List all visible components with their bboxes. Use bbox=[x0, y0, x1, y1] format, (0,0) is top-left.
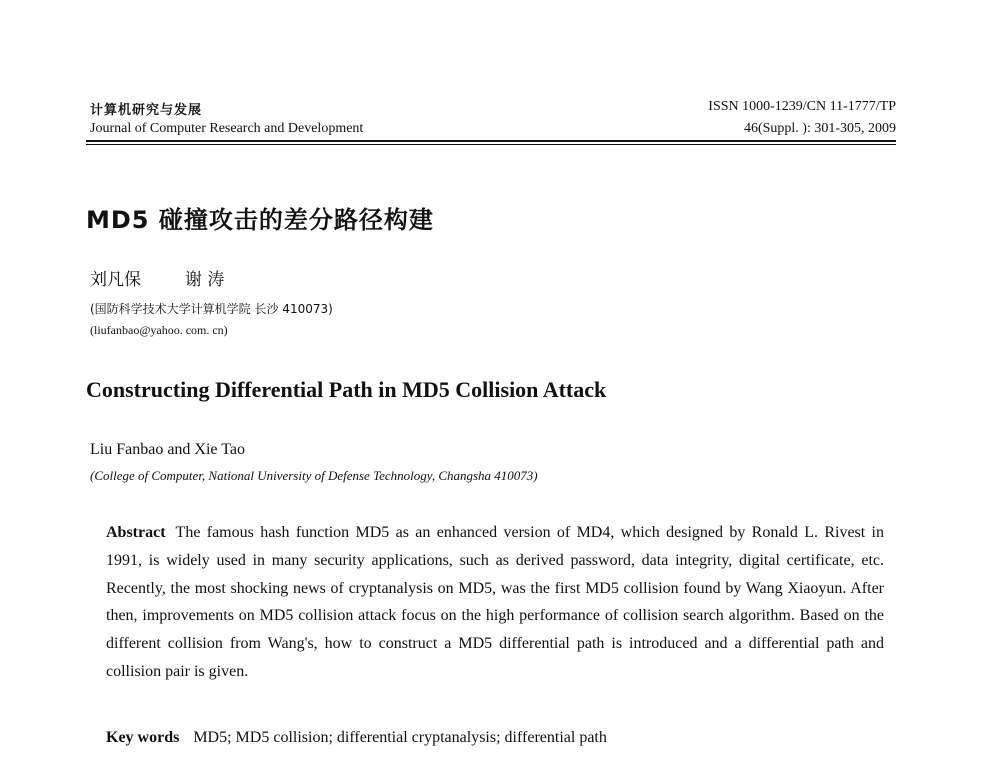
author-2-cn: 谢 涛 bbox=[185, 270, 225, 290]
article-title-cn: MD5 碰撞攻击的差分路径构建 bbox=[86, 206, 434, 234]
abstract-text: The famous hash function MD5 as an enhanced version of MD4, which designed by Ronald L. Rivest in 1991, is widely used in many security applications, such as derived password, data integrity, digital certificate, etc. Recently, the most shocking news of cryptanalysis on MD5, was the first MD5 collision found by Wang Xiaoyun. After then, improvements on MD5 collision attack focus on the high performance of collision search algorithm. Based on the different collision from Wang's, how to construct a MD5 differential path is introduced and a differential path and collision pair is given. bbox=[106, 524, 884, 680]
header-rule-thick bbox=[86, 140, 896, 142]
author-email: (liufanbao@yahoo. com. cn) bbox=[90, 323, 228, 337]
issn-line: ISSN 1000-1239/CN 11-1777/TP bbox=[708, 99, 896, 114]
affiliation-cn: (国防科学技术大学计算机学院 长沙 410073) bbox=[90, 302, 333, 316]
keywords-label: Key words bbox=[106, 729, 180, 746]
journal-name-en: Journal of Computer Research and Development bbox=[90, 121, 364, 136]
affiliation-en: (College of Computer, National University of Defense Technology, Changsha 410073) bbox=[90, 468, 538, 483]
volume-pages: 46(Suppl. ): 301-305, 2009 bbox=[743, 121, 896, 136]
journal-name-cn: 计算机研究与发展 bbox=[90, 103, 203, 118]
abstract-label: Abstract bbox=[106, 524, 166, 541]
keywords-line bbox=[106, 729, 607, 747]
authors-cn bbox=[90, 265, 224, 290]
article-title-en: Constructing Differential Path in MD5 Collision Attack bbox=[86, 377, 607, 402]
keywords-text: MD5; MD5 collision; differential cryptanalysis; differential path bbox=[193, 729, 607, 746]
header-rule-thin bbox=[86, 144, 896, 145]
abstract-paragraph bbox=[106, 519, 884, 686]
author-1-cn: 刘凡保 bbox=[90, 270, 141, 290]
authors-en: Liu Fanbao and Xie Tao bbox=[90, 441, 245, 458]
